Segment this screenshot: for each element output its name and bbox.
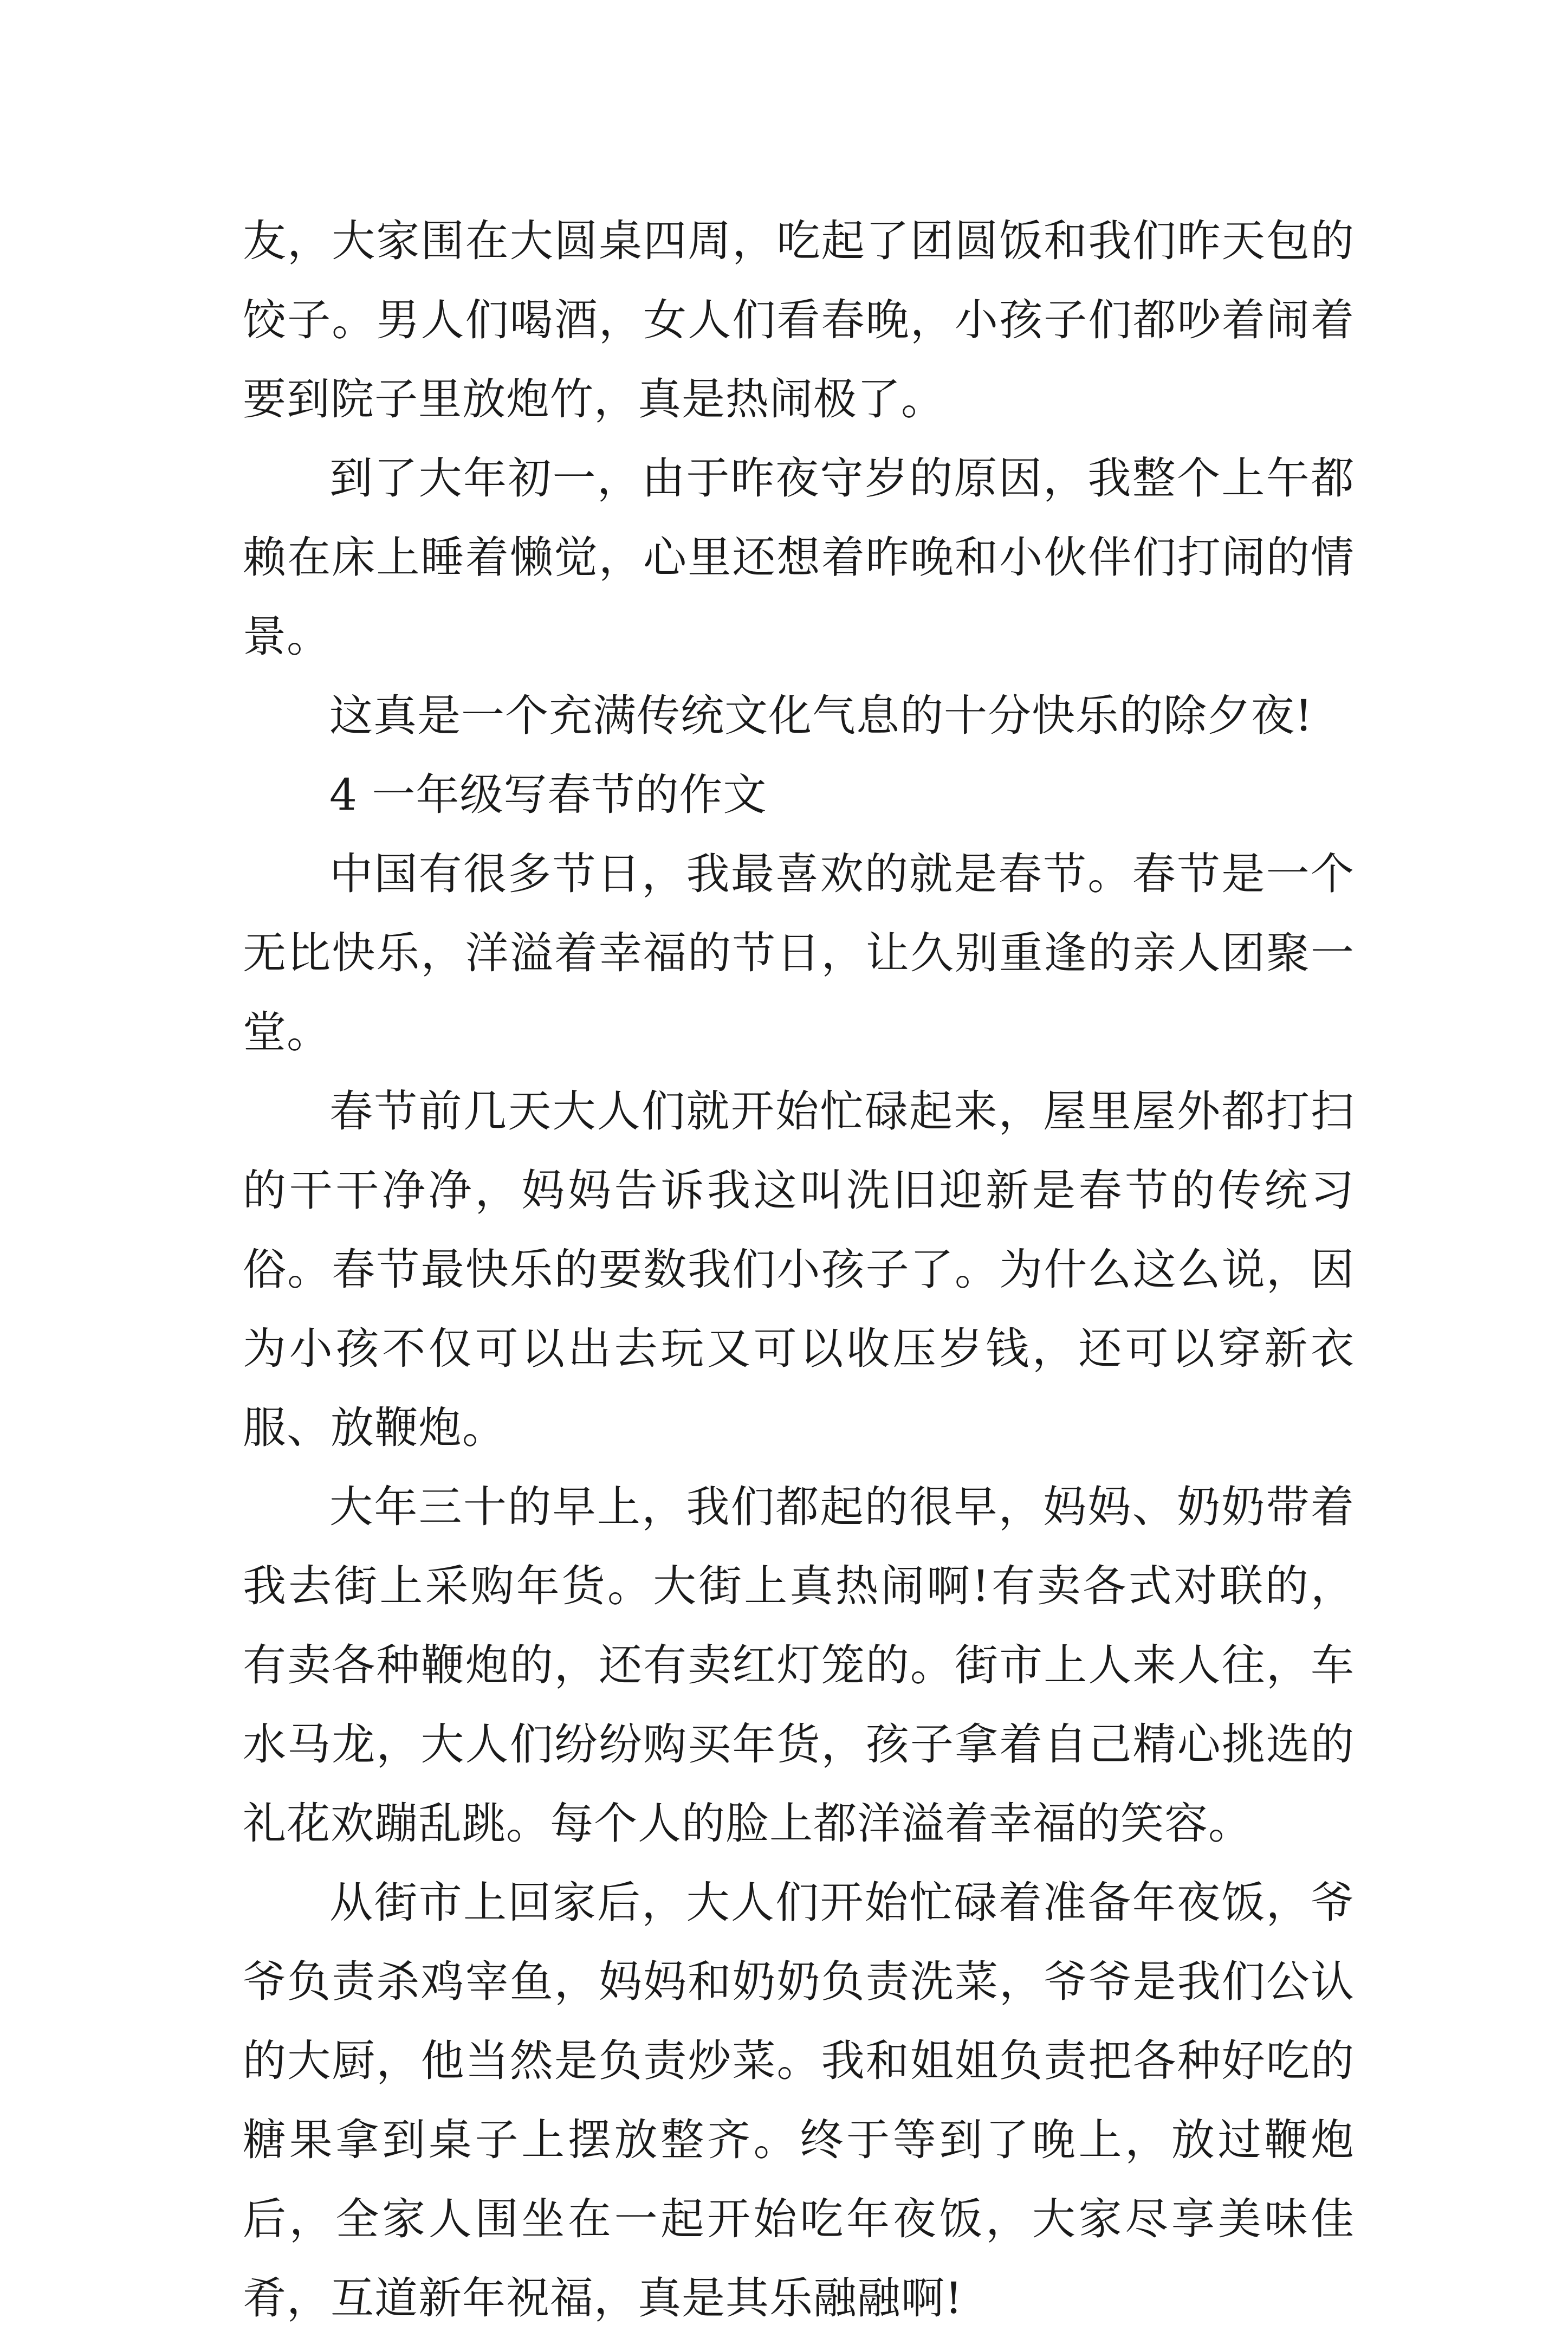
document-body bbox=[243, 202, 1355, 2338]
paragraph: 中国有很多节日，我最喜欢的就是春节。春节是一个无比快乐，洋溢着幸福的节日，让久别重逢的亲人团聚一堂。 bbox=[243, 849, 1355, 1057]
paragraph: 从街市上回家后，大人们开始忙碌着准备年夜饭，爷爷负责杀鸡宰鱼，妈妈和奶奶负责洗菜，爷爷是我们公认的大厨，他当然是负责炒菜。我和姐姐负责把各种好吃的糖果拿到桌子上摆放整齐。终于等到了晚上，放过鞭炮后，全家人围坐在一起开始吃年夜饭，大家尽享美味佳肴，互道新年祝福，真是其乐融融啊! bbox=[243, 1877, 1355, 2323]
paragraph: 这真是一个充满传统文化气息的十分快乐的除夕夜! bbox=[329, 690, 1313, 741]
paragraph: 到了大年初一，由于昨夜守岁的原因，我整个上午都赖在床上睡着懒觉，心里还想着昨晚和小伙伴们打闹的情景。 bbox=[243, 453, 1355, 662]
section-heading: 4 一年级写春节的作文 bbox=[329, 770, 767, 820]
paragraph-continued: 友，大家围在大圆桌四周，吃起了团圆饭和我们昨天包的饺子。男人们喝酒，女人们看春晚，小孩子们都吵着闹着要到院子里放炮竹，真是热闹极了。 bbox=[243, 216, 1355, 424]
paragraph: 春节前几天大人们就开始忙碌起来，屋里屋外都打扫的干干净净，妈妈告诉我这叫洗旧迎新是春节的传统习俗。春节最快乐的要数我们小孩子了。为什么这么说，因为小孩不仅可以出去玩又可以收压岁钱，还可以穿新衣服、放鞭炮。 bbox=[243, 1086, 1355, 1453]
paragraph: 大年三十的早上，我们都起的很早，妈妈、奶奶带着我去街上采购年货。大街上真热闹啊!有卖各式对联的，有卖各种鞭炮的，还有卖红灯笼的。街市上人来人往，车水马龙，大人们纷纷购买年货，孩子拿着自己精心挑选的礼花欢蹦乱跳。每个人的脸上都洋溢着幸福的笑容。 bbox=[243, 1482, 1355, 1849]
